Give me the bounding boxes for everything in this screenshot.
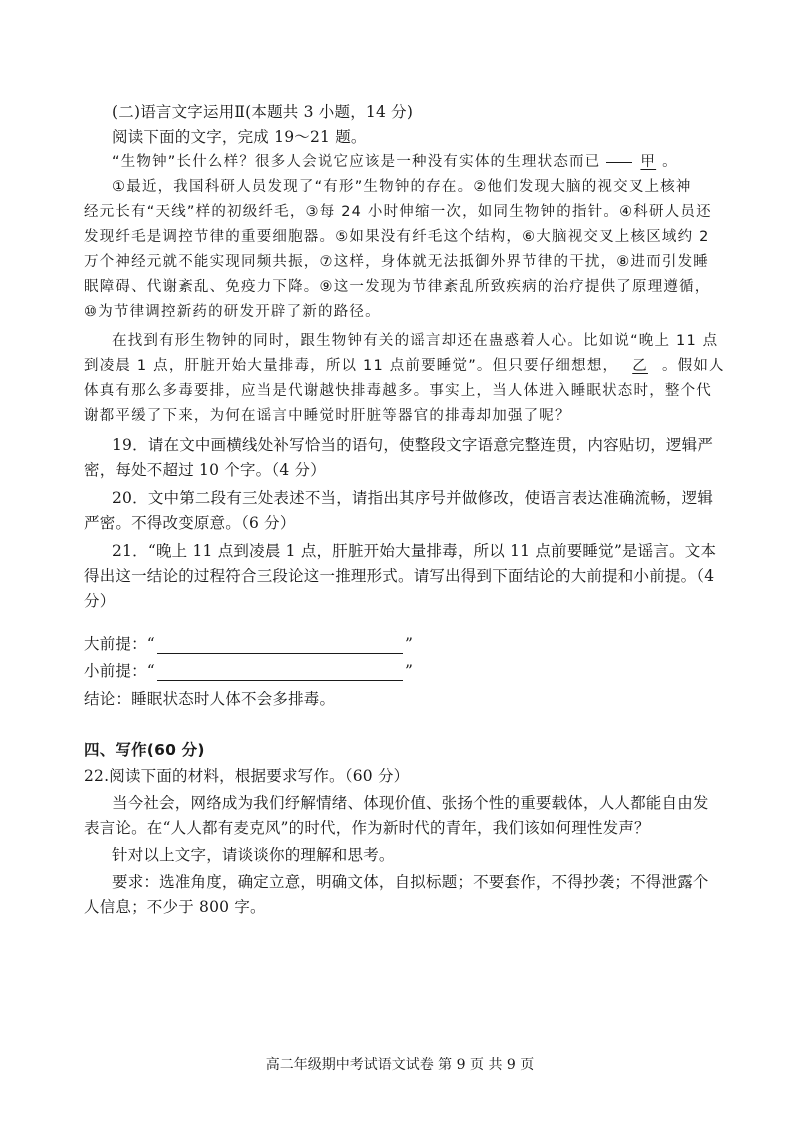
passage-line: 在找到有形生物钟的同时，跟生物钟有关的谣言却还在蛊惑着人心。比如说“晚上 11 点 <box>112 333 719 349</box>
question-21: 21．“晚上 11 点到凌晨 1 点，肝脏开始大量排毒，所以 11 点前要睡觉”是谣言。文本 <box>112 542 717 560</box>
passage-line: 经元长有“天线”样的初级纤毛，③每 24 小时伸缩一次，如同生物钟的指针。④科研人员还 <box>84 204 712 220</box>
question-19: 19．请在文中画横线处补写恰当的语句，使整段文字语意完整连贯，内容贴切，逻辑严 <box>112 436 714 454</box>
page-footer: 高二年级期中考试语文试卷 第 9 页 共 9 页 <box>265 1057 535 1073</box>
question-21-cont: 得出这一结论的过程符合三段论这一推理形式。请写出得到下面结论的大前提和小前提。（4 <box>84 567 715 585</box>
question-19-cont: 密，每处不超过 10 个字。（4 分） <box>84 461 326 479</box>
minor-premise-answer-line[interactable] <box>157 664 403 681</box>
material-line: 当今社会，网络成为我们纾解情绪、体现价值、张扬个性的重要载体，人人都能自由发 <box>112 794 709 812</box>
question-20-cont: 严密。不得改变原意。（6 分） <box>84 514 296 532</box>
question-21-cont: 分） <box>84 592 116 610</box>
passage-line: ①最近，我国科研人员发现了“有形”生物钟的存在。②他们发现大脑的视交叉上核神 <box>112 179 692 195</box>
passage-line: 体真有那么多毒要排，应当是代谢越快排毒越多。事实上，当人体进入睡眠状态时，整个代 <box>84 383 712 399</box>
question-20: 20．文中第二段有三处表述不当，请指出其序号并做修改，使语言表达准确流畅，逻辑 <box>112 489 714 507</box>
passage-line: 万个神经元就不能实现同频共振，⑦这样，身体就无法抵御外界节律的干扰，⑧进而引发睡 <box>84 254 709 270</box>
question-22: 22.阅读下面的材料，根据要求写作。（60 分） <box>84 767 410 785</box>
requirements-cont: 人信息；不少于 800 字。 <box>84 898 266 916</box>
passage-line: 谢都平缓了下来，为何在谣言中睡觉时肝脏等器官的排毒却加强了呢？ <box>84 408 571 424</box>
passage-line: 发现纤毛是调控节律的重要细胞器。⑤如果没有纤毛这个结构，⑥大脑视交叉上核区域约 2 <box>84 229 710 245</box>
passage-line: 到凌晨 1 点，肝脏开始大量排毒，所以 11 点前要睡觉”。但只要仔细想想， 乙 。假如人 <box>84 358 725 374</box>
blank-yi: 乙 <box>632 358 648 374</box>
passage-paragraph-1: “生物钟”长什么样？很多人会说它应该是一种没有实体的生理状态而已 甲 。 <box>112 154 678 170</box>
major-premise-answer-line[interactable] <box>157 637 403 654</box>
passage-line: 眠障碍、代谢紊乱、免疫力下降。⑨这一发现为节律紊乱所致疾病的治疗提供了原理遵循， <box>84 279 711 295</box>
section-heading: 四、写作(60 分) <box>84 741 205 759</box>
material-line: 表言论。在“人人都有麦克风”的时代，作为新时代的青年，我们该如何理性发声？ <box>84 819 650 837</box>
writing-prompt: 针对以上文字，请谈谈你的理解和思考。 <box>112 846 395 864</box>
dash-line <box>606 162 632 163</box>
major-premise-row: 大前提：“ ” <box>84 635 414 653</box>
passage-line: ⑩为节律调控新药的研发开辟了新的路径。 <box>84 304 381 320</box>
conclusion: 结论：睡眠状态时人体不会多排毒。 <box>84 690 336 708</box>
reading-instruction: 阅读下面的文字，完成 19～21 题。 <box>112 128 367 146</box>
section-heading: (二)语言文字运用Ⅱ(本题共 3 小题，14 分) <box>112 103 414 121</box>
minor-premise-row: 小前提：“ ” <box>84 662 414 680</box>
blank-jia: 甲 <box>640 154 657 170</box>
requirements: 要求：选准角度，确定立意，明确文体，自拟标题；不要套作，不得抄袭；不得泄露个 <box>112 873 709 891</box>
